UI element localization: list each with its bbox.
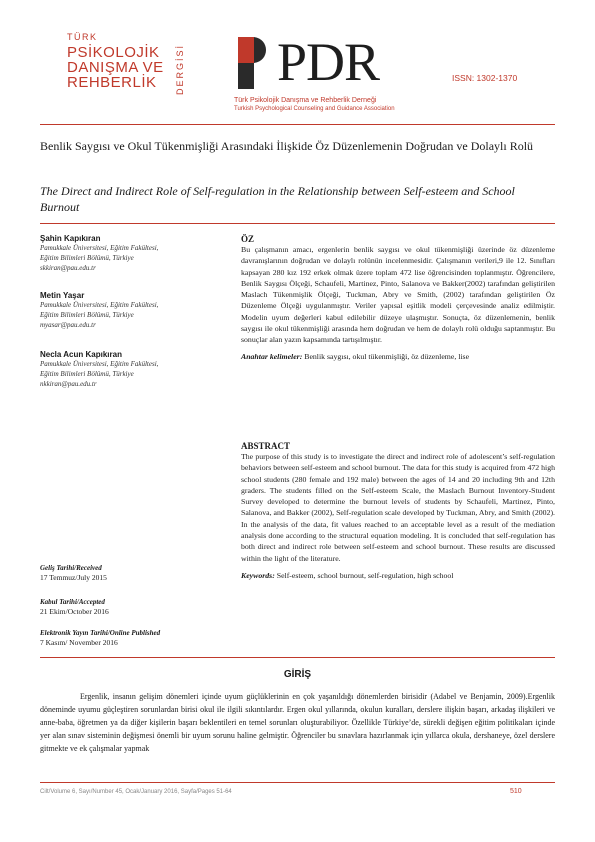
author-department: Eğitim Bilimleri Bölümü, Türkiye [40, 254, 134, 262]
author-name: Necla Acun Kapıkıran [40, 350, 122, 359]
journal-vertical-label: DERGİSİ [175, 43, 185, 95]
received-label: Geliş Tarihi/Received [40, 564, 102, 572]
received-date [40, 563, 240, 583]
oz-text: Bu çalışmanın amacı, ergenlerin benlik saygısı ve okul tükenmişliği üzerinde öz düzenleme davranışlarının doğrudan ve dolaylı rolünün incelenmesidir. Çalışmanın verileri,9 ile 12. Sınıfları kapsayan 280 kız 192 erkek olmak üzere toplam 472 lise öğrencisinden toplanmıştır. Öğrencilere, Benlik Saygısı Ölçeği, Schaufeli, Martinez, Pinto, Salanova ve Bakker(2002) tarafından geliştirilen Maslach Tükenmişlik Ölçeği, Tuckman, Abry ve Smith, (2002) tarafından geliştirilen Öz Düzenleme Ölçeği uygulanmıştır. Veriler yapısal eşitlik modeli çerçevesinde analiz edilmiştir. Modelin uyum değerleri kabul edilebilir düzeye ulaşmıştır. Sonuçta, öz düzenlemenin, benlik saygısı ile okul tükenmişliği arasında hem doğrudan ve hem de dolaylı rolü olduğu saptanmıştır. Bu sonuçlar alan yazın kapsamında tartışılmıştır. [241, 245, 555, 345]
issn: ISSN: 1302-1370 [452, 73, 518, 83]
abstract-heading: ABSTRACT [241, 441, 291, 451]
journal-name-line4: REHBERLİK [67, 74, 157, 91]
author-name: Metin Yaşar [40, 291, 85, 300]
published-date [40, 628, 240, 648]
author-affiliation: Pamukkale Üniversitesi, Eğitim Fakültesi, [40, 301, 159, 309]
oz-keywords [241, 351, 555, 362]
title-divider [40, 223, 555, 224]
journal-name-line2: PSİKOLOJİK [67, 44, 160, 61]
abstract-text: The purpose of this study is to investigate the direct and indirect role of adolescent’s self-regulation behaviors between self-esteem and school burnout. The data for this study is acquired from 472 high school students (280 female and 192 male) between the ages of 14 and 20 including 9th and 12th graders. The students filled on the Self-esteem Scale, the Maslach Burnout Inventory-Student Survey developed to determine the burnout levels of students by Schaufeli, Martinez, Pinto, Salanova, and Bakker (2002), Self-regulation scale developed by Tuckman, Abry, and Smith (2002). In the analysis of the data, fit values reached to an acceptable level as a result of the mediation analysis done according to the structural equation modeling. It is concluded that self-regulation has both direct and indirect role between self-esteem and school burnout. These results are discussed within the light of the literature. [241, 452, 555, 563]
oz-section [241, 234, 555, 362]
author-2 [40, 291, 225, 330]
header-divider [40, 124, 555, 125]
footer-citation: Cilt/Volume 6, Sayı/Number 45, Ocak/January 2016, Sayfa/Pages 51-64 [40, 789, 232, 795]
oz-keywords-label: Anahtar kelimeler: [241, 351, 303, 361]
published-label: Elektronik Yayın Tarihi/Online Published [40, 629, 161, 637]
author-department: Eğitim Bilimleri Bölümü, Türkiye [40, 370, 134, 378]
logo-subtitle-tr: Türk Psikolojik Danışma ve Rehberlik Derneği [234, 97, 377, 104]
abstract-keywords-value: Self-esteem, school burnout, self-regulation, high school [276, 570, 454, 580]
oz-keywords-value: Benlik saygısı, okul tükenmişliği, öz düzenleme, lise [304, 351, 470, 361]
footer-divider [40, 782, 555, 783]
author-affiliation: Pamukkale Üniversitesi, Eğitim Fakültesi, [40, 360, 159, 368]
accepted-date [40, 597, 240, 617]
pdr-logo [232, 33, 437, 125]
giris-text: Ergenlik, insanın gelişim dönemleri içinde uyum güçlüklerinin en çok yaşanıldığı dönemlerden birisidir (Adabel ve Benjamin, 2009).Ergenlik döneminde uyumu güçleştiren sorunlardan birisi okul ile ilgili sıkıntılardır. Ergen okul yıllarında, okulun kuralları, derslere ilişkin başarı, arkadaş ilişkileri ve anne-baba, öğretmen ya da diğer kişilerin başarı beklentileri en temel sorunları oluşturabiliyor. Özellikle Türkiye’de, sürekli değişen eğitim politikaları içinde yer alan sınav sisteminin değişmesi önemli bir uyum sorunu haline gelmiştir. Öğrenciler bu sınavlara hazırlanmak için yıllarca okula, dershaneye, özel derslere gitmekte ve ek çalışmalar yapmak [40, 692, 555, 753]
logo-text: PDR [277, 32, 380, 92]
journal-name [67, 30, 164, 90]
author-email[interactable]: skkiran@pau.edu.tr [40, 264, 96, 272]
published-value: 7 Kasım/ November 2016 [40, 638, 118, 647]
received-value: 17 Temmuz/July 2015 [40, 573, 107, 582]
oz-heading: ÖZ [241, 234, 255, 244]
abstract-keywords [241, 570, 555, 581]
accepted-value: 21 Ekim/October 2016 [40, 607, 109, 616]
giris-heading: GİRİŞ [283, 669, 312, 680]
author-3 [40, 350, 225, 389]
abstract-keywords-label: Keywords: [241, 570, 275, 580]
title-turkish: Benlik Saygısı ve Okul Tükenmişliği Arasındaki İlişkide Öz Düzenlemenin Doğrudan ve Dolaylı Rolü [40, 139, 534, 153]
accepted-label: Kabul Tarihi/Accepted [40, 598, 105, 606]
title-english: The Direct and Indirect Role of Self-regulation in the Relationship between Self-esteem and School Burnout [40, 184, 515, 214]
journal-name-line1: TÜRK [67, 32, 98, 42]
author-email[interactable]: nkkiran@pau.edu.tr [40, 380, 97, 388]
author-email[interactable]: myasar@pau.edu.tr [40, 321, 96, 329]
page-number: 510 [510, 788, 522, 795]
author-affiliation: Pamukkale Üniversitesi, Eğitim Fakültesi, [40, 244, 159, 252]
logo-subtitle-en: Turkish Psychological Counseling and Guidance Association [234, 106, 395, 112]
abstract-section [241, 441, 555, 581]
journal-name-line3: DANIŞMA VE [67, 59, 164, 76]
author-name: Şahin Kapıkıran [40, 234, 101, 243]
author-department: Eğitim Bilimleri Bölümü, Türkiye [40, 311, 134, 319]
author-1 [40, 234, 225, 273]
logo-mark-icon [232, 33, 274, 93]
abstract-divider [40, 657, 555, 658]
